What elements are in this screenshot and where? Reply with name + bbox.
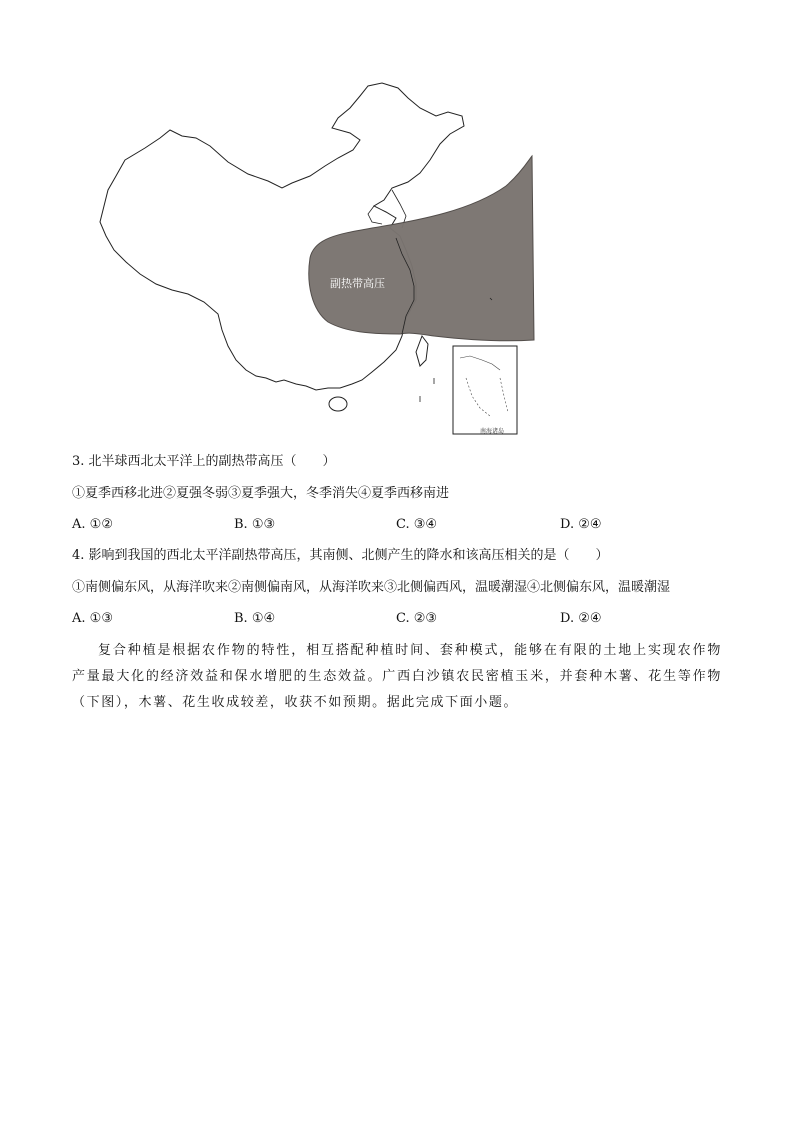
- q4-options: [72, 610, 692, 628]
- option-text: ③④: [413, 517, 438, 532]
- q3-option-b[interactable]: [234, 516, 275, 534]
- map-figure: [70, 78, 540, 440]
- option-letter: A.: [72, 611, 86, 626]
- subtropical-high-region: [309, 156, 534, 341]
- q4-option-a[interactable]: [72, 610, 113, 628]
- q3-options: [72, 516, 692, 534]
- passage: 复合种植是根据农作物的特性，相互搭配种植时间、套种模式，能够在有限的土地上实现农作物产量最大化的经济效益和保水增肥的生态效益。广西白沙镇农民密植玉米，并套种木薯、花生等作物（下图），木薯、花生收成较差，收获不如预期。据此完成下面小题。: [72, 643, 722, 710]
- option-letter: A.: [72, 517, 86, 532]
- option-text: ②④: [578, 517, 602, 532]
- option-letter: B.: [234, 611, 248, 626]
- option-text: ②③: [413, 611, 438, 626]
- q3-option-c[interactable]: [396, 516, 437, 534]
- hainan-island: [329, 397, 347, 411]
- inset-box: [453, 346, 517, 434]
- q4-option-b[interactable]: [234, 610, 275, 628]
- subtropical-high-label: 副热带高压: [330, 277, 385, 290]
- q4-statements: ①南侧偏东风，从海洋吹来②南侧偏南风，从海洋吹来③北侧偏西风，温暖潮湿④北侧偏东风，温暖潮湿: [72, 580, 671, 595]
- q4-option-c[interactable]: [396, 610, 437, 628]
- q4-stem: 4. 影响到我国的西北太平洋副热带高压，其南侧、北侧产生的降水和该高压相关的是（ ）: [72, 548, 609, 563]
- q4-option-d[interactable]: [560, 610, 602, 628]
- option-text: ①③: [251, 517, 276, 532]
- q3-stem: 3. 北半球西北太平洋上的副热带高压（ ）: [72, 454, 336, 469]
- option-letter: B.: [234, 517, 248, 532]
- option-text: ①③: [89, 611, 113, 626]
- taiwan-island: [416, 336, 428, 366]
- option-text: ①②: [89, 517, 113, 532]
- q3-statements: ①夏季西移北进②夏强冬弱③夏季强大，冬季消失④夏季西移南进: [72, 486, 450, 501]
- option-letter: D.: [560, 611, 575, 626]
- option-letter: C.: [396, 517, 410, 532]
- option-text: ②④: [578, 611, 602, 626]
- option-text: ①④: [251, 611, 276, 626]
- q3-option-a[interactable]: [72, 516, 113, 534]
- q3-option-d[interactable]: [560, 516, 602, 534]
- option-letter: D.: [560, 517, 575, 532]
- option-letter: C.: [396, 611, 410, 626]
- inset-label: 南海诸岛: [480, 428, 505, 435]
- china-map: [70, 78, 540, 440]
